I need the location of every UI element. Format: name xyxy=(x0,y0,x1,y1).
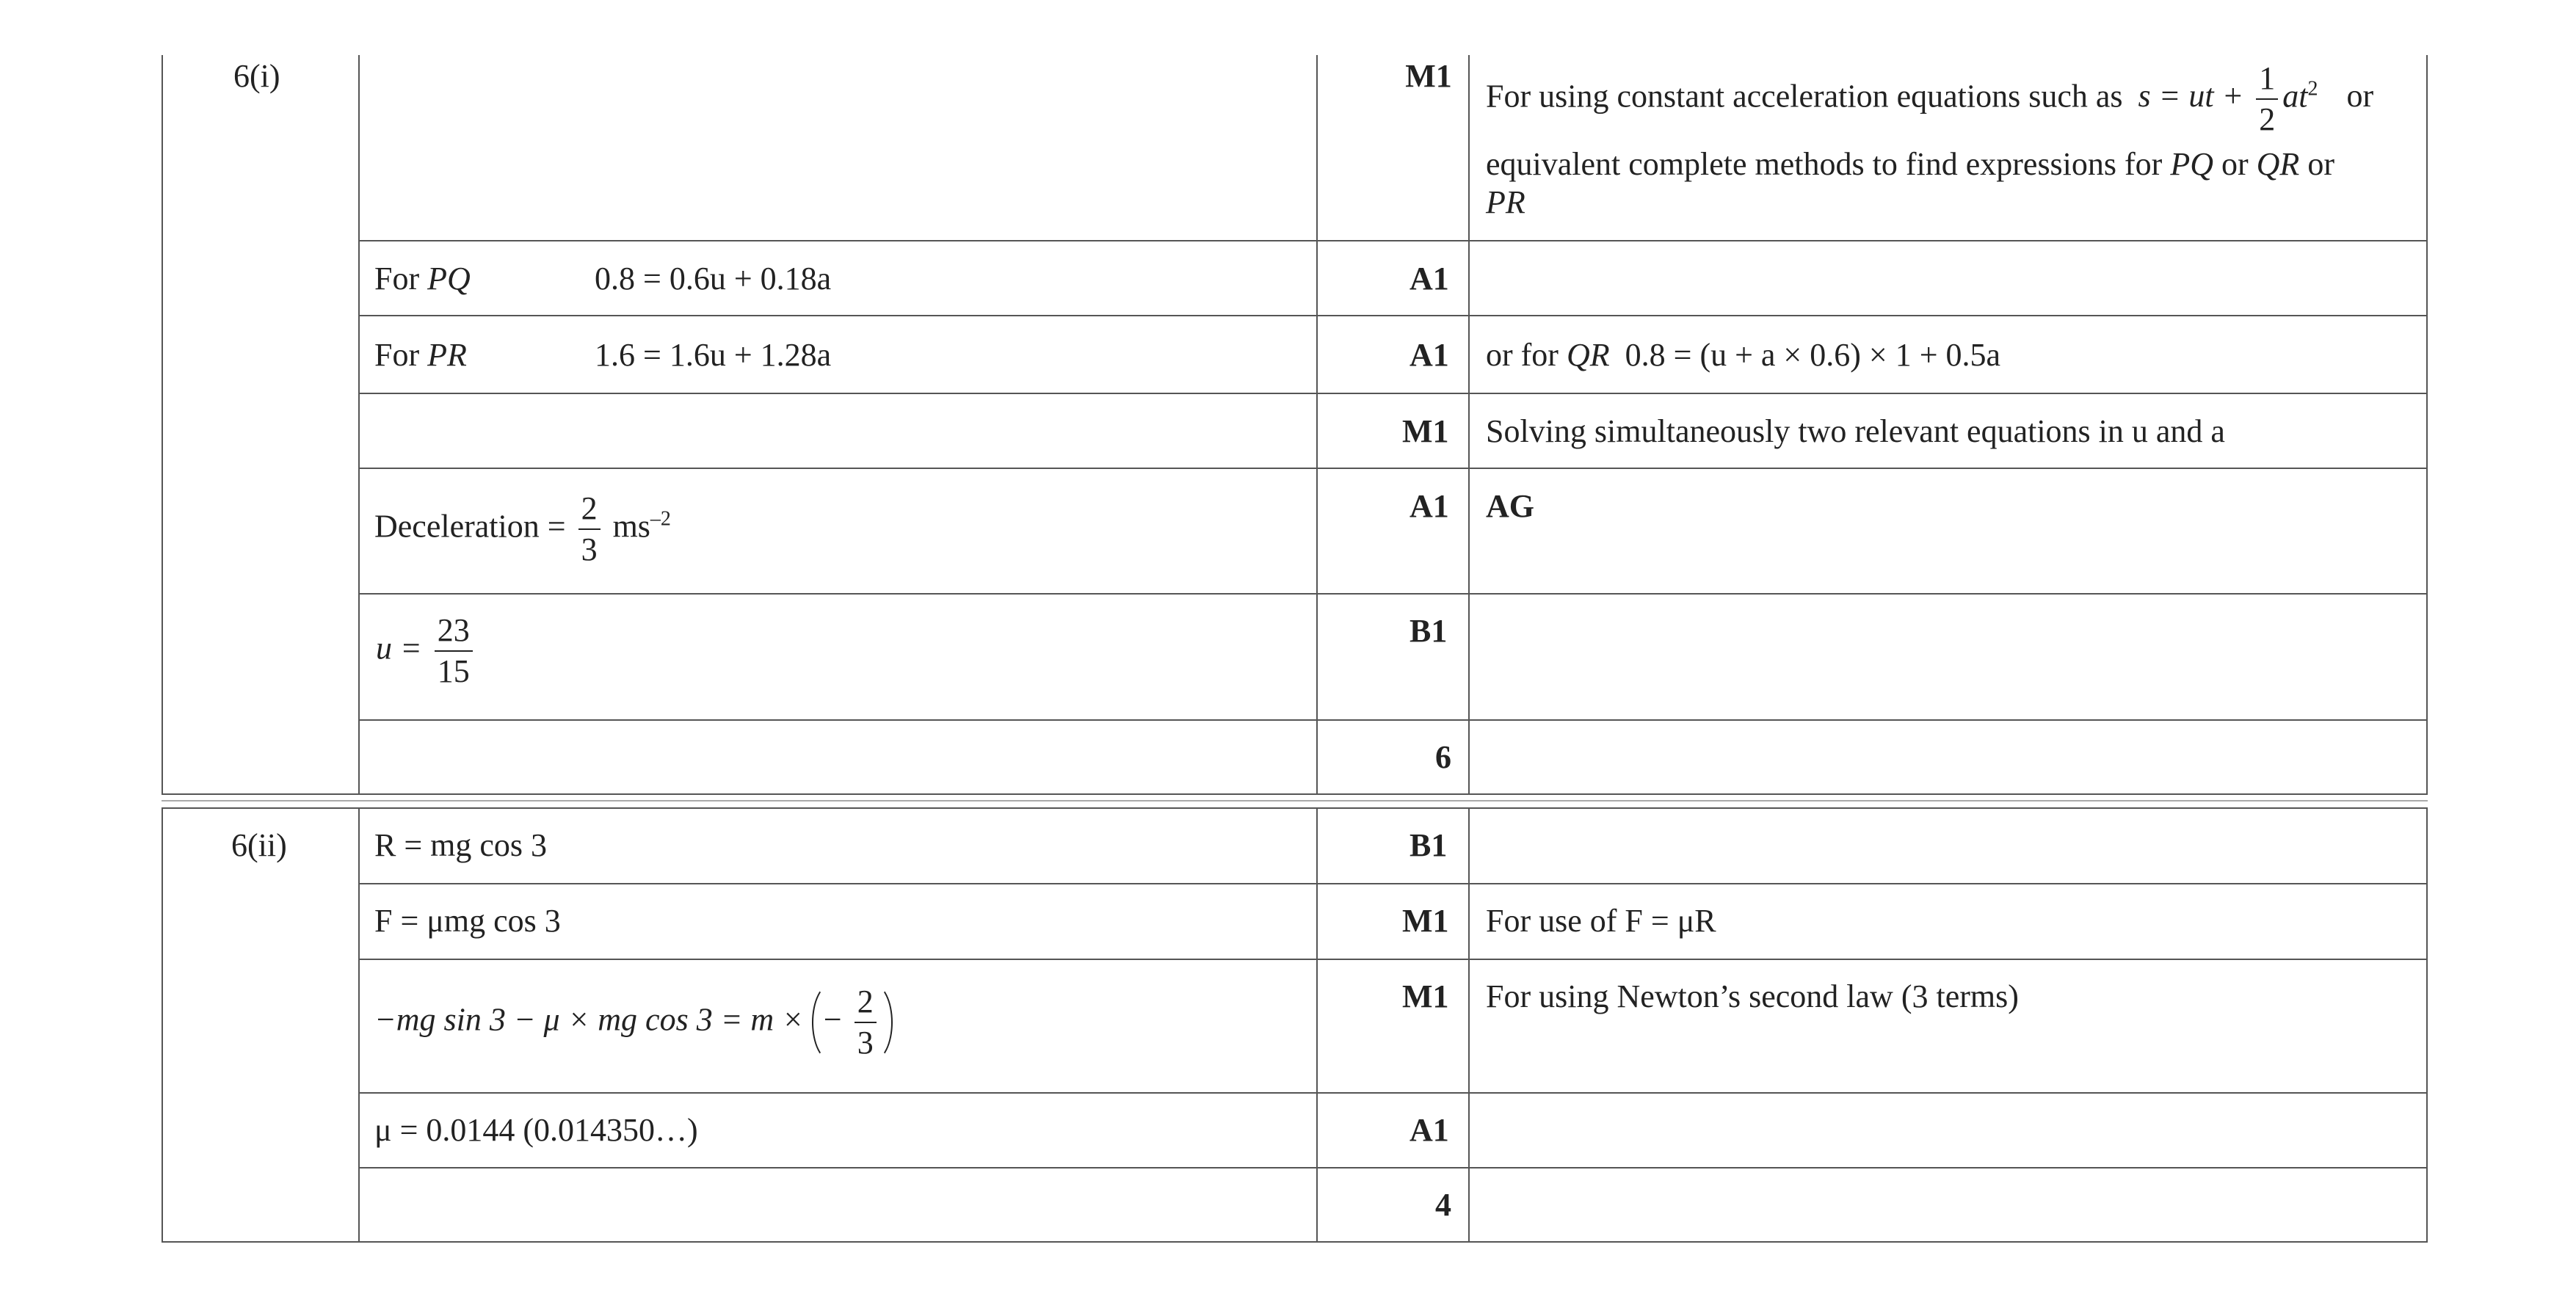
equation-text: −mg sin 3 − μ × mg cos 3 = m × xyxy=(374,1001,804,1038)
mark-code: A1 xyxy=(1409,337,1449,373)
denominator: 3 xyxy=(581,531,598,568)
divider xyxy=(162,807,2428,809)
label-text: For xyxy=(374,261,420,297)
variable: QR xyxy=(1566,337,1610,373)
variable: PQ xyxy=(2170,146,2213,182)
guidance-pre: For using constant acceleration equations such as xyxy=(1486,78,2123,115)
formula: s = ut + xyxy=(2138,78,2244,115)
variable: PQ xyxy=(427,261,471,297)
mark-code: A1 xyxy=(1409,1112,1449,1148)
divider xyxy=(358,1092,2428,1094)
answer-expression xyxy=(374,984,893,1061)
guidance-or: or xyxy=(2307,146,2334,182)
answer-label xyxy=(374,260,471,299)
divider xyxy=(358,240,2428,241)
divider xyxy=(162,800,2428,802)
guidance-equation: 0.8 = (u + a × 0.6) × 1 + 0.5a xyxy=(1625,337,2001,373)
divider xyxy=(162,1241,2428,1243)
answer-expression xyxy=(376,614,477,688)
label-text: For xyxy=(374,337,420,373)
question-part-label: 6(i) xyxy=(233,58,280,94)
lhs: u = xyxy=(376,630,422,666)
divider xyxy=(1316,807,1318,1243)
numerator: 1 xyxy=(2256,62,2278,100)
answer-equation: 0.8 = 0.6u + 0.18a xyxy=(595,261,832,297)
answer-expression: F = μmg cos 3 xyxy=(374,903,561,939)
sign: − xyxy=(823,1001,842,1038)
mark-code: A1 xyxy=(1409,261,1449,297)
mark-code: B1 xyxy=(1409,827,1448,863)
formula: at xyxy=(2282,78,2308,115)
guidance-text: For use of F = μR xyxy=(1486,903,1716,939)
variable: PR xyxy=(427,337,467,373)
mark-code: M1 xyxy=(1402,413,1449,449)
divider xyxy=(2426,55,2428,795)
mark-code: M1 xyxy=(1402,978,1449,1014)
unit: ms xyxy=(612,508,650,545)
denominator: 3 xyxy=(857,1025,874,1061)
mark-total: 4 xyxy=(1435,1187,1451,1223)
divider xyxy=(358,593,2428,595)
divider xyxy=(358,807,360,1243)
divider xyxy=(358,883,2428,884)
divider xyxy=(358,1167,2428,1168)
guidance-or: or xyxy=(2346,78,2374,115)
mark-code: M1 xyxy=(1402,903,1449,939)
numerator: 2 xyxy=(578,492,601,530)
divider xyxy=(358,315,2428,316)
mark-total: 6 xyxy=(1435,739,1451,775)
fraction xyxy=(578,492,601,567)
answer-expression xyxy=(374,492,671,567)
fraction xyxy=(435,614,473,688)
denominator: 2 xyxy=(2259,101,2276,138)
question-part-label: 6(ii) xyxy=(231,827,287,863)
guidance-text: For using Newton’s second law (3 terms) xyxy=(1486,978,2019,1014)
answer-equation: 1.6 = 1.6u + 1.28a xyxy=(595,337,832,373)
guidance-text: AG xyxy=(1486,488,1534,524)
guidance-text xyxy=(1486,336,2000,375)
parenthesis xyxy=(812,984,893,1061)
guidance-text xyxy=(1486,145,2334,184)
numerator: 2 xyxy=(855,985,877,1023)
guidance-line: equivalent complete methods to find expressions for xyxy=(1486,146,2163,182)
guidance-text: Solving simultaneously two relevant equations in u and a xyxy=(1486,413,2225,449)
divider xyxy=(358,959,2428,960)
divider xyxy=(2426,807,2428,1243)
label-text: Deceleration = xyxy=(374,508,566,545)
guidance-text xyxy=(1486,62,2373,137)
divider xyxy=(358,393,2428,394)
divider xyxy=(1316,55,1318,795)
denominator: 15 xyxy=(437,653,470,690)
mark-code: B1 xyxy=(1409,613,1448,649)
answer-expression: μ = 0.0144 (0.014350…) xyxy=(374,1112,698,1148)
divider xyxy=(358,55,360,795)
guidance-or: or xyxy=(2221,146,2249,182)
divider xyxy=(358,719,2428,721)
exponent: 2 xyxy=(2307,77,2318,101)
variable: QR xyxy=(2256,146,2300,182)
divider xyxy=(358,468,2428,469)
divider xyxy=(1468,55,1470,795)
guidance-text xyxy=(1486,183,1525,222)
guidance-pre: or for xyxy=(1486,337,1559,373)
divider xyxy=(162,807,163,1243)
fraction xyxy=(855,985,877,1060)
answer-label xyxy=(374,336,467,375)
exponent: –2 xyxy=(650,507,671,531)
mark-code: M1 xyxy=(1405,58,1452,94)
numerator: 23 xyxy=(435,614,473,652)
divider xyxy=(162,55,163,795)
variable: PR xyxy=(1486,184,1525,220)
fraction xyxy=(2256,62,2278,137)
divider xyxy=(162,793,2428,795)
answer-expression: R = mg cos 3 xyxy=(374,827,548,863)
mark-code: A1 xyxy=(1409,488,1449,524)
divider xyxy=(1468,807,1470,1243)
